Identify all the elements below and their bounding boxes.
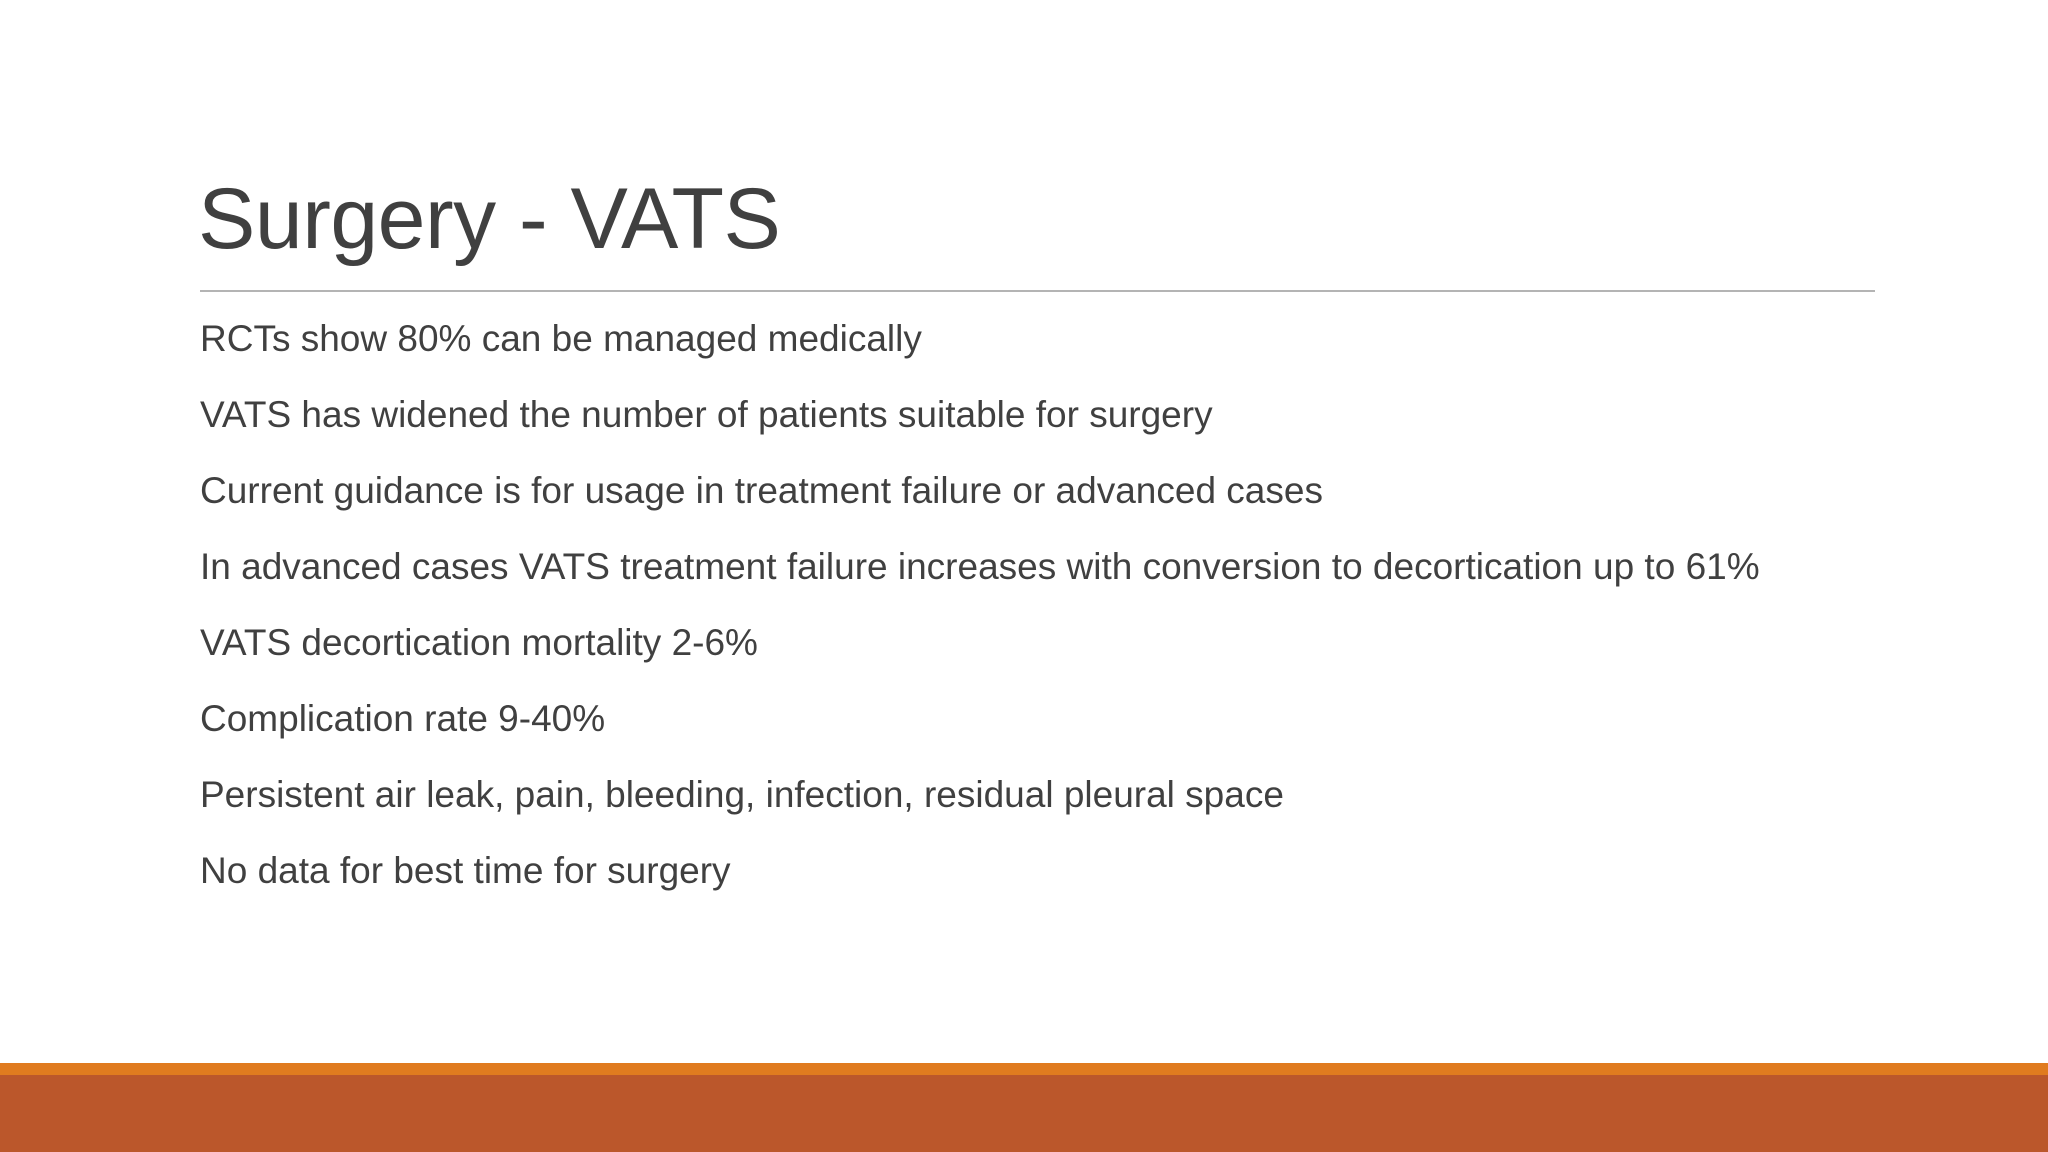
- bullet-list: [200, 314, 1760, 922]
- bullet-item: No data for best time for surgery: [200, 850, 731, 891]
- slide-title: Surgery - VATS: [198, 171, 781, 267]
- bullet-item: RCTs show 80% can be managed medically: [200, 318, 922, 359]
- bullet-item: Persistent air leak, pain, bleeding, infection, residual pleural space: [200, 774, 1284, 815]
- bullet-item: Current guidance is for usage in treatment failure or advanced cases: [200, 470, 1323, 511]
- bullet-item: VATS decortication mortality 2-6%: [200, 622, 758, 663]
- bullet-item: In advanced cases VATS treatment failure increases with conversion to decortication up to 61%: [200, 546, 1760, 587]
- footer-band: [0, 1075, 2048, 1152]
- bullet-item: VATS has widened the number of patients suitable for surgery: [200, 394, 1213, 435]
- bullet-item: Complication rate 9-40%: [200, 698, 606, 739]
- footer-accent-stripe: [0, 1063, 2048, 1075]
- title-divider: [200, 290, 1875, 292]
